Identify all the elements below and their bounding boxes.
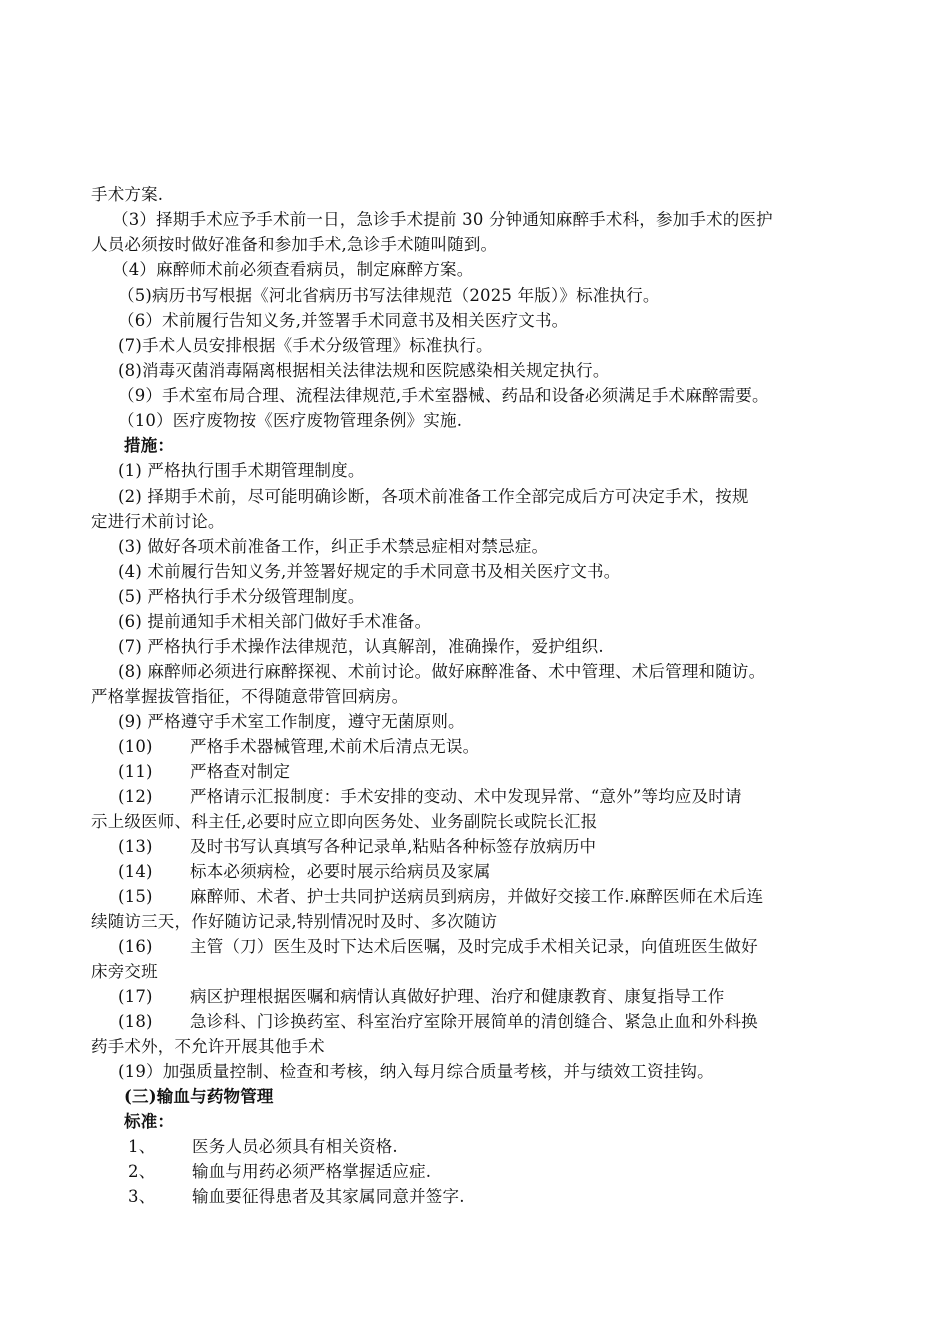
list-item <box>118 736 479 758</box>
list-item <box>118 986 724 1008</box>
text-line: (9) 严格遵守手术室工作制度，遵守无菌原则。 <box>118 712 465 731</box>
item-number: (17) <box>118 987 153 1006</box>
list-item <box>118 786 742 808</box>
text-line: 人员必须按时做好准备和参加手术,急诊手术随叫随到。 <box>91 235 498 254</box>
text-line: (5) 严格执行手术分级管理制度。 <box>118 587 365 606</box>
text-line: 床旁交班 <box>91 962 158 981</box>
item-text: 主管（刀）医生及时下达术后医嘱，及时完成手术相关记录，向值班医生做好 <box>190 937 758 956</box>
item-text: 麻醉师、术者、护士共同护送病员到病房，并做好交接工作.麻醉医师在术后连 <box>190 887 764 906</box>
text-line: （3）择期手术应予手术前一日，急诊手术提前 30 分钟通知麻醉手术科，参加手术的医护 <box>112 210 773 229</box>
text-line: 手术方案. <box>91 185 164 204</box>
text-line: 严格掌握拔管指征，不得随意带管回病房。 <box>91 687 409 706</box>
list-item <box>118 1011 758 1033</box>
item-number: 3、 <box>128 1187 156 1206</box>
item-number: (18) <box>118 1012 153 1031</box>
item-number: 2、 <box>128 1162 156 1181</box>
text-line: （9）手术室布局合理、流程法律规范,手术室器械、药品和设备必须满足手术麻醉需要。 <box>118 386 769 405</box>
item-number: (11) <box>118 762 153 781</box>
text-line: 续随访三天，作好随访记录,特别情况时及时、多次随访 <box>91 912 498 931</box>
section-heading: (三)输血与药物管理 <box>124 1087 274 1106</box>
text-line: (2) 择期手术前，尽可能明确诊断，各项术前准备工作全部完成后方可决定手术，按规 <box>118 487 749 506</box>
text-line: （4）麻醉师术前必须查看病员，制定麻醉方案。 <box>112 260 474 279</box>
item-text: 医务人员必须具有相关资格. <box>192 1137 398 1156</box>
list-item <box>118 886 763 908</box>
item-number: (16) <box>118 937 153 956</box>
list-item <box>118 936 758 958</box>
text-line: (6) 提前通知手术相关部门做好手术准备。 <box>118 612 432 631</box>
text-line: (8)消毒灭菌消毒隔离根据相关法律法规和医院感染相关规定执行。 <box>118 361 610 380</box>
subsection-heading: 标准： <box>124 1112 175 1131</box>
item-text: 严格手术器械管理,术前术后清点无误。 <box>190 737 480 756</box>
item-number: (10) <box>118 737 153 756</box>
list-item <box>118 761 290 783</box>
list-item <box>118 836 596 858</box>
text-line: 示上级医师、科主任,必要时应立即向医务处、业务副院长或院长汇报 <box>91 812 598 831</box>
item-number: (15) <box>118 887 153 906</box>
section-heading: 措施： <box>124 436 175 455</box>
text-line: （5)病历书写根据《河北省病历书写法律规范（2025 年版）》标准执行。 <box>118 286 660 305</box>
text-line: (1) 严格执行围手术期管理制度。 <box>118 461 365 480</box>
text-line: （10）医疗废物按《医疗废物管理条例》实施. <box>118 411 463 430</box>
item-text: 急诊科、门诊换药室、科室治疗室除开展简单的清创缝合、紧急止血和外科换 <box>190 1012 758 1031</box>
item-number: (13) <box>118 837 153 856</box>
item-text: 输血与用药必须严格掌握适应症. <box>192 1162 432 1181</box>
text-line: (8) 麻醉师必须进行麻醉探视、术前讨论。做好麻醉准备、术中管理、术后管理和随访。 <box>118 662 766 681</box>
item-text: 严格查对制定 <box>190 762 291 781</box>
list-item <box>118 861 491 883</box>
item-text: 病区护理根据医嘱和病情认真做好护理、治疗和健康教育、康复指导工作 <box>190 987 725 1006</box>
item-text: 标本必须病检，必要时展示给病员及家属 <box>190 862 491 881</box>
item-text: 严格请示汇报制度：手术安排的变动、术中发现异常、“意外”等均应及时请 <box>190 787 742 806</box>
text-line: (3) 做好各项术前准备工作，纠正手术禁忌症相对禁忌症。 <box>118 537 549 556</box>
item-number: (14) <box>118 862 153 881</box>
text-line: (7) 严格执行手术操作法律规范，认真解剖，准确操作，爱护组织. <box>118 637 604 656</box>
text-line: (19）加强质量控制、检查和考核，纳入每月综合质量考核，并与绩效工资挂钩。 <box>118 1062 714 1081</box>
item-number: (12) <box>118 787 153 806</box>
list-item <box>128 1161 431 1183</box>
item-text: 输血要征得患者及其家属同意并签字. <box>192 1187 465 1206</box>
item-number: 1、 <box>128 1137 156 1156</box>
text-line: (4) 术前履行告知义务,并签署好规定的手术同意书及相关医疗文书。 <box>118 562 621 581</box>
list-item <box>128 1136 398 1158</box>
text-line: 定进行术前讨论。 <box>91 512 225 531</box>
list-item <box>128 1186 465 1208</box>
text-line: (7)手术人员安排根据《手术分级管理》标准执行。 <box>118 336 493 355</box>
text-line: 药手术外，不允许开展其他手术 <box>91 1037 325 1056</box>
item-text: 及时书写认真填写各种记录单,粘贴各种标签存放病历中 <box>190 837 597 856</box>
text-line: （6）术前履行告知义务,并签署手术同意书及相关医疗文书。 <box>118 311 569 330</box>
